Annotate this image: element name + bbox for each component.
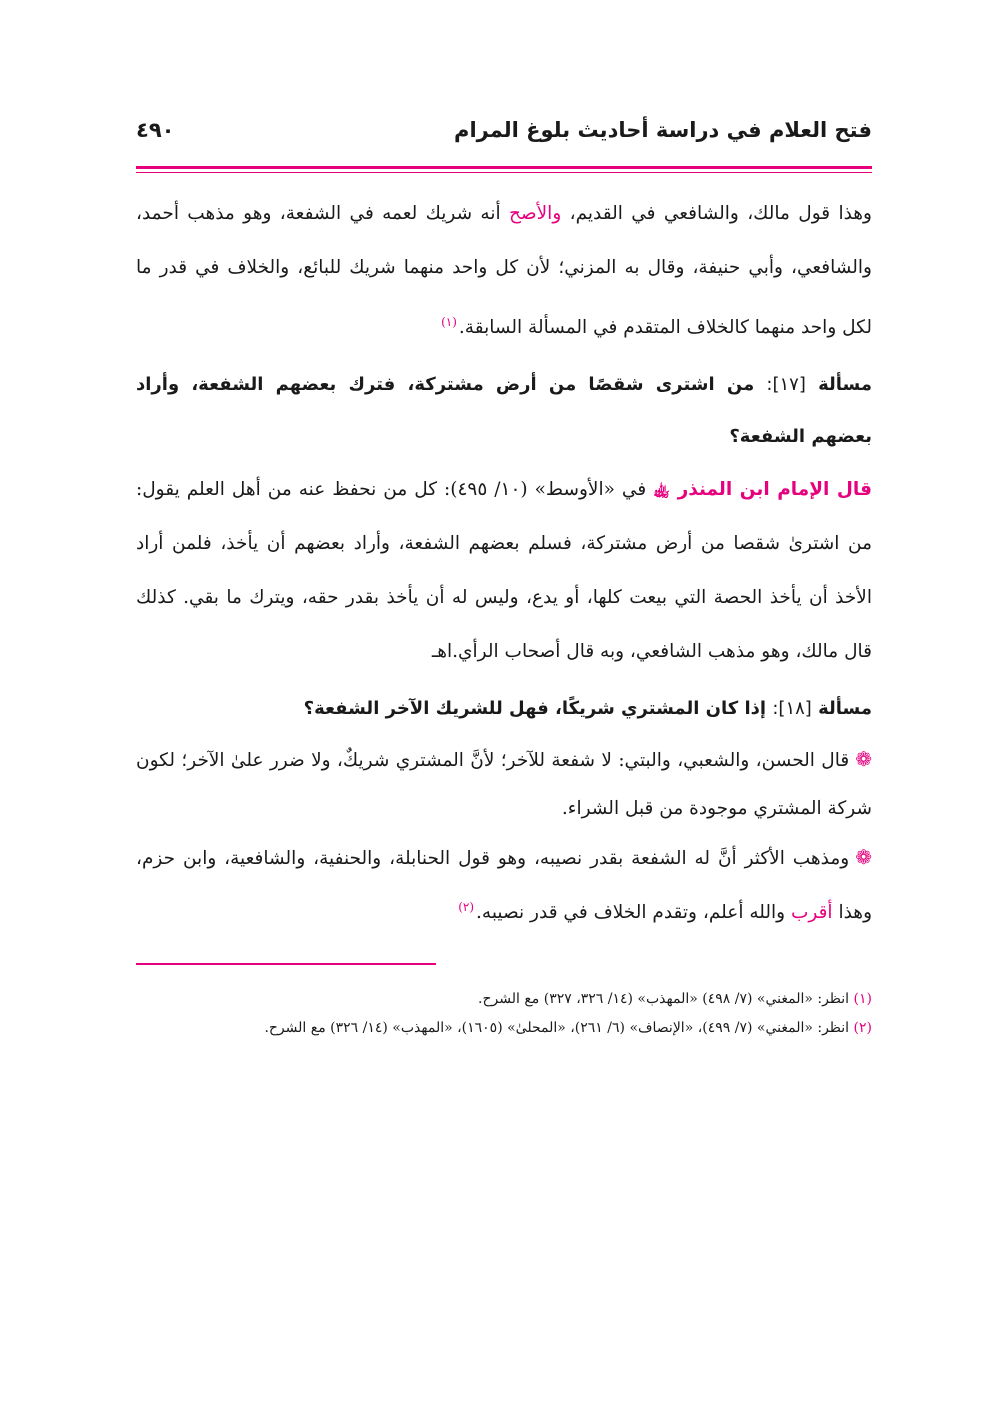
footnote-separator bbox=[136, 963, 436, 965]
paragraph-1-before: وهذا قول مالك، والشافعي في القديم، bbox=[561, 203, 872, 224]
question-18-label: مسألة bbox=[811, 698, 872, 720]
page-body bbox=[136, 187, 872, 1043]
footnote-1-number: (١) bbox=[853, 991, 872, 1008]
footnotes bbox=[136, 985, 872, 1043]
footnote-ref-1[interactable]: (١) bbox=[441, 315, 457, 329]
header-rule-thin bbox=[136, 172, 872, 173]
highlight-word: أقرب bbox=[790, 902, 833, 924]
bullet-1-text: قال الحسن، والشعبي، والبتي: لا شفعة للآخر؛ لأنَّ المشتري شريكٌ، ولا ضرر علىٰ الآخر؛ لكون شركة المشتري موجودة من قبل الشراء. bbox=[136, 750, 872, 820]
footnote-1 bbox=[136, 985, 872, 1014]
question-17-label: مسألة bbox=[805, 374, 872, 396]
flower-icon: ❁ bbox=[855, 845, 872, 870]
footnote-2-number: (٢) bbox=[853, 1020, 872, 1037]
book-title: فتح العلام في دراسة أحاديث بلوغ المرام bbox=[454, 118, 872, 142]
question-18 bbox=[136, 683, 872, 735]
question-18-number: [١٨]: bbox=[772, 698, 812, 720]
paragraph-2-text: في «الأوسط» (١٠/ ٤٩٥): كل من نحفظ عنه من أهل العلم يقول: من اشترىٰ شقصا من أرض مشتركة، فسلم بعضهم الشفعة، وأراد بعضهم أن يأخذ، فلمن أراد الأخذ أن يأخذ الحصة التي بيعت كلها، أو يدع، وليس له أن يأخذ بقدر حقه، ويترك ما بقي. كذلك قال مالك، وهو مذهب الشافعي، وبه قال أصحاب الرأي.اهـ bbox=[136, 479, 872, 663]
footnote-1-text: انظر: «المغني» (٧/ ٤٩٨) «المهذب» (١٤/ ٣٢٦، ٣٢٧) مع الشرح. bbox=[478, 991, 854, 1008]
speaker-name: قال الإمام ابن المنذر ﵀ bbox=[653, 479, 872, 501]
header-rule-thick bbox=[136, 166, 872, 169]
question-17 bbox=[136, 359, 872, 463]
page-number: ٤٩٠ bbox=[136, 118, 175, 142]
bullet-2 bbox=[136, 833, 872, 937]
paragraph-1-after: أنه شريك لعمه في الشفعة، وهو مذهب أحمد، والشافعي، وأبي حنيفة، وقال به المزني؛ لأن كل واحد منهما شريك للبائع، والخلاف في قدر ما لكل واحد منهما كالخلاف المتقدم في المسألة السابقة. bbox=[136, 203, 872, 339]
page-header bbox=[136, 118, 872, 164]
question-17-text: من اشترى شقصًا من أرض مشتركة، فترك بعضهم الشفعة، وأراد بعضهم الشفعة؟ bbox=[136, 374, 872, 448]
paragraph-1 bbox=[136, 187, 872, 355]
flower-icon: ❁ bbox=[855, 747, 872, 772]
bullet-2-before: ومذهب الأكثر أنَّ له الشفعة بقدر نصيبه، وهو قول الحنابلة، والحنفية، والشافعية، وابن حزم، وهذا bbox=[136, 848, 872, 924]
footnote-2 bbox=[136, 1014, 872, 1043]
highlight-word: والأصح bbox=[508, 203, 562, 224]
footnote-2-text: انظر: «المغني» (٧/ ٤٩٩)، «الإنصاف» (٦/ ٢٦١)، «المحلىٰ» (١٦٠٥)، «المهذب» (١٤/ ٣٢٦) مع الشرح. bbox=[264, 1020, 854, 1037]
paragraph-2 bbox=[136, 463, 872, 679]
footnote-ref-2[interactable]: (٢) bbox=[458, 900, 475, 915]
bullet-2-after: والله أعلم، وتقدم الخلاف في قدر نصيبه. bbox=[476, 902, 791, 924]
question-17-number: [١٧]: bbox=[766, 374, 806, 396]
question-18-text: إذا كان المشتري شريكًا، فهل للشريك الآخر الشفعة؟ bbox=[303, 698, 773, 720]
bullet-1 bbox=[136, 735, 872, 833]
page bbox=[136, 118, 872, 1043]
